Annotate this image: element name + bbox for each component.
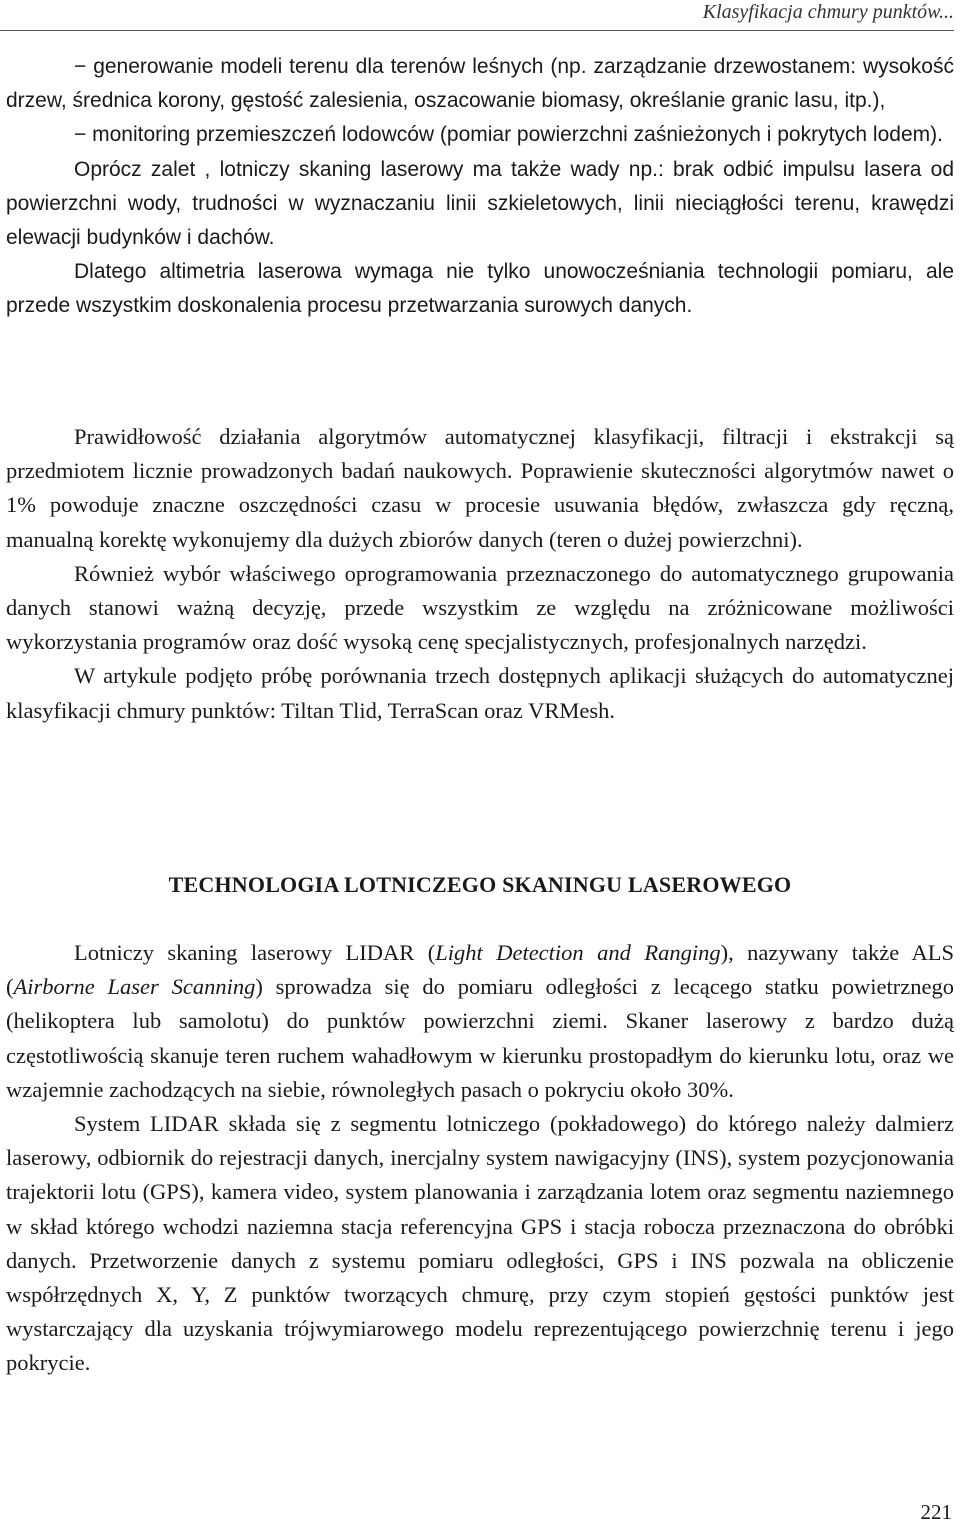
running-title: Klasyfikacja chmury punktów... bbox=[702, 1, 954, 23]
paragraph: Dlatego altimetria laserowa wymaga nie tylko unowocześniania technologii pomiaru, ale przede wszystkim doskonalenia procesu przetwarzania surowych danych. bbox=[6, 260, 954, 318]
text-run: ) sprowadza się do pomiaru odległości z lecącego statku powietrznego (helikoptera lub samolotu) do punktów powierzchni ziemi. Skaner laserowy z bardzo dużą częstotliwością skanuje teren ruchem wahadłowym w kierunku prostopadłym do kierunku lotu, oraz we wzajemnie zachodzących na siebie, równoległych pasach o pokryciu około 30%. bbox=[6, 974, 955, 1102]
italic-term: Airborne Laser Scanning bbox=[13, 974, 256, 1000]
bullet-item: − monitoring przemieszczeń lodowców (pomiar powierzchni zaśnieżonych i pokrytych lodem). bbox=[74, 123, 943, 147]
paragraph bbox=[6, 936, 954, 1107]
paragraph: W artykule podjęto próbę porównania trzech dostępnych aplikacji służących do automatycznej klasyfikacji chmury punktów: Tiltan Tlid, TerraScan oraz VRMesh. bbox=[6, 663, 954, 723]
paragraph: System LIDAR składa się z segmentu lotniczego (pokładowego) do którego należy dalmierz laserowy, odbiornik do rejestracji danych, inercjalny system nawigacyjny (INS), system pozycjonowania trajektorii lotu (GPS), kamera video, system planowania i zarządzania lotem oraz segmentu naziemnego w skład którego wchodzi naziemna stacja referencyjna GPS i stacja robocza przeznaczona do obróbki danych. Przetworzenie danych z systemu pomiaru odległości, GPS i INS pozwala na obliczenie współrzędnych X, Y, Z punktów tworzących chmurę, przy czym stopień gęstości punktów jest wystarczający dla uzyskania trójwymiarowego modelu reprezentującego powierzchnię terenu i jego pokrycie. bbox=[6, 1111, 954, 1376]
section-one-continued bbox=[6, 420, 954, 728]
section-one bbox=[6, 50, 954, 324]
bullet-item: − generowanie modeli terenu dla terenów leśnych (np. zarządzanie drzewostanem: wysokość drzew, średnica korony, gęstość zalesienia, oszacowanie biomasy, określanie granic lasu, itp.), bbox=[6, 55, 954, 113]
paragraph: Oprócz zalet , lotniczy skaning laserowy ma także wady np.: brak odbić impulsu lasera od powierzchni wody, trudności w wyznaczaniu linii szkieletowych, linii nieciągłości terenu, krawędzi elewacji budynków i dachów. bbox=[6, 157, 954, 250]
paragraph: Prawidłowość działania algorytmów automatycznej klasyfikacji, filtracji i ekstrakcji są przedmiotem licznie prowadzonych badań naukowych. Poprawienie skuteczności algorytmów nawet o 1% powoduje znaczne oszczędności czasu w procesie usuwania błędów, zwłaszcza gdy ręczną, manualną korektę wykonujemy dla dużych zbiorów danych (teren o dużej powierzchni). bbox=[6, 424, 954, 552]
text-run: Lotniczy skaning laserowy LIDAR ( bbox=[74, 940, 436, 965]
section-two bbox=[6, 936, 954, 1381]
italic-term: Light Detection and Ranging bbox=[435, 940, 721, 965]
paragraph: Również wybór właściwego oprogramowania przeznaczonego do automatycznego grupowania danych stanowi ważną decyzję, przede wszystkim ze względu na zróżnicowane możliwości wykorzystania programów oraz dość wysoką cenę specjalistycznych, profesjonalnych narzędzi. bbox=[6, 560, 954, 655]
section-heading: TECHNOLOGIA LOTNICZEGO SKANINGU LASEROWEGO bbox=[168, 872, 792, 897]
page-number: 221 bbox=[920, 1500, 952, 1524]
text-run: ), nazywany także ALS ( bbox=[6, 940, 954, 1000]
running-header bbox=[0, 0, 954, 31]
